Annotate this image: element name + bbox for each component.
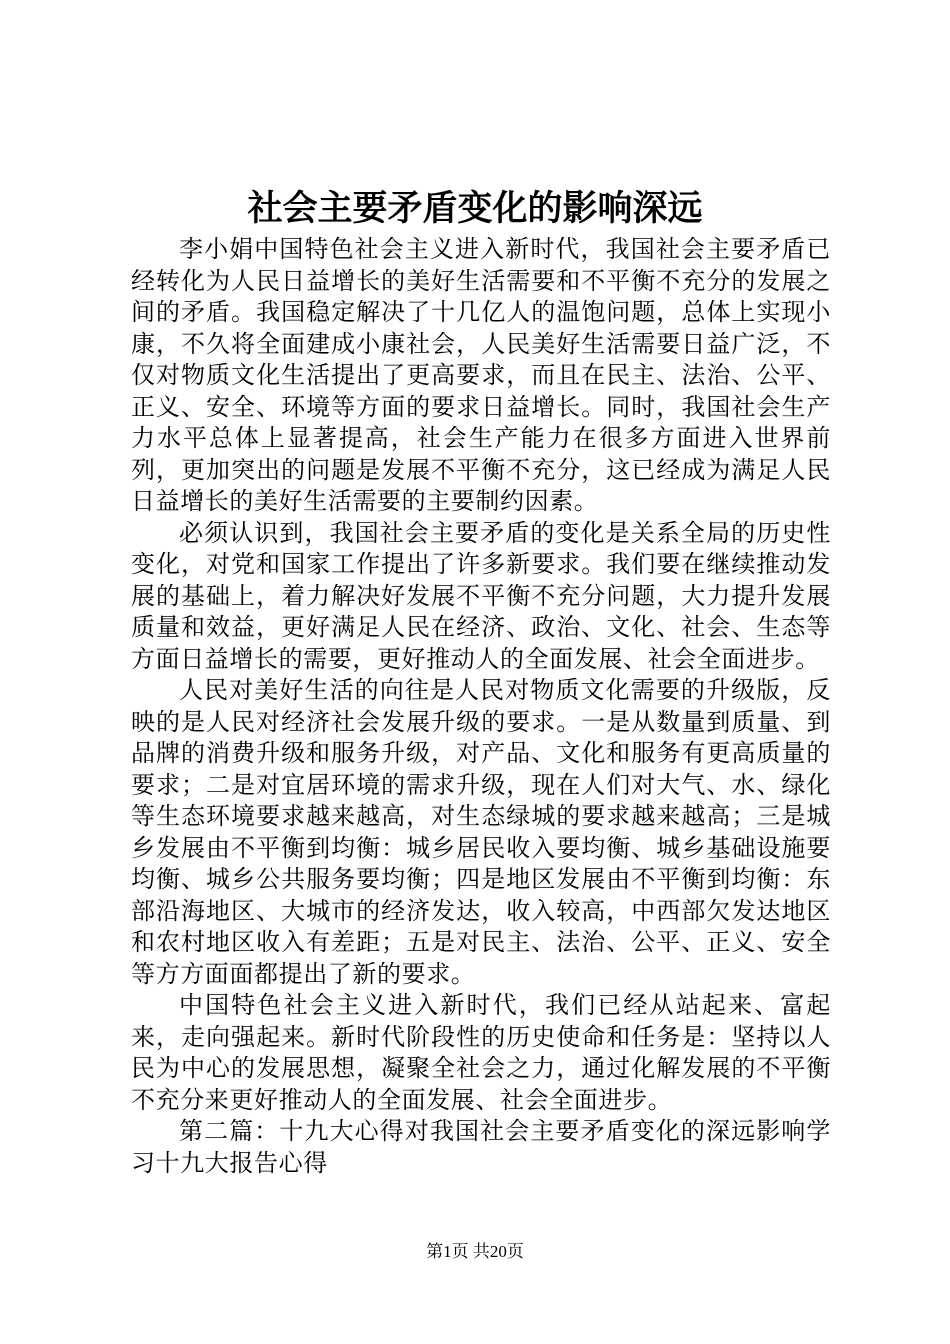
page-footer: 第1页 共20页	[426, 1242, 524, 1261]
document-body	[131, 234, 831, 1179]
paragraph-5: 第二篇：十九大心得对我国社会主要矛盾变化的深远影响学习十九大报告心得	[131, 1117, 831, 1177]
paragraph-4: 中国特色社会主义进入新时代，我们已经从站起来、富起来，走向强起来。新时代阶段性的历史使命和任务是：坚持以人民为中心的发展思想，凝聚全社会之力，通过化解发展的不平衡不充分来更好推动人的全面发展、社会全面进步。	[131, 991, 831, 1114]
paragraph-2: 必须认识到，我国社会主要矛盾的变化是关系全局的历史性变化，对党和国家工作提出了许多新要求。我们要在继续推动发展的基础上，着力解决好发展不平衡不充分问题，大力提升发展质量和效益，更好满足人民在经济、政治、文化、社会、生态等方面日益增长的需要，更好推动人的全面发展、社会全面进步。	[131, 518, 831, 673]
paragraph-1: 李小娟中国特色社会主义进入新时代，我国社会主要矛盾已经转化为人民日益增长的美好生活需要和不平衡不充分的发展之间的矛盾。我国稳定解决了十几亿人的温饱问题，总体上实现小康，不久将全面建成小康社会，人民美好生活需要日益广泛，不仅对物质文化生活提出了更高要求，而且在民主、法治、公平、正义、安全、环境等方面的要求日益增长。同时，我国社会生产力水平总体上显著提高，社会生产能力在很多方面进入世界前列，更加突出的问题是发展不平衡不充分，这已经成为满足人民日益增长的美好生活需要的主要制约因素。	[131, 235, 831, 515]
paragraph-3: 人民对美好生活的向往是人民对物质文化需要的升级版，反映的是人民对经济社会发展升级的要求。一是从数量到质量、到品牌的消费升级和服务升级，对产品、文化和服务有更高质量的要求；二是对宜居环境的需求升级，现在人们对大气、水、绿化等生态环境要求越来越高，对生态绿城的要求越来越高；三是城乡发展由不平衡到均衡：城乡居民收入要均衡、城乡基础设施要均衡、城乡公共服务要均衡；四是地区发展由不平衡到均衡：东部沿海地区、大城市的经济发达，收入较高，中西部欠发达地区和农村地区收入有差距；五是对民主、法治、公平、正义、安全等方方面面都提出了新的要求。	[131, 676, 831, 988]
document-title: 社会主要矛盾变化的影响深远	[247, 188, 703, 229]
